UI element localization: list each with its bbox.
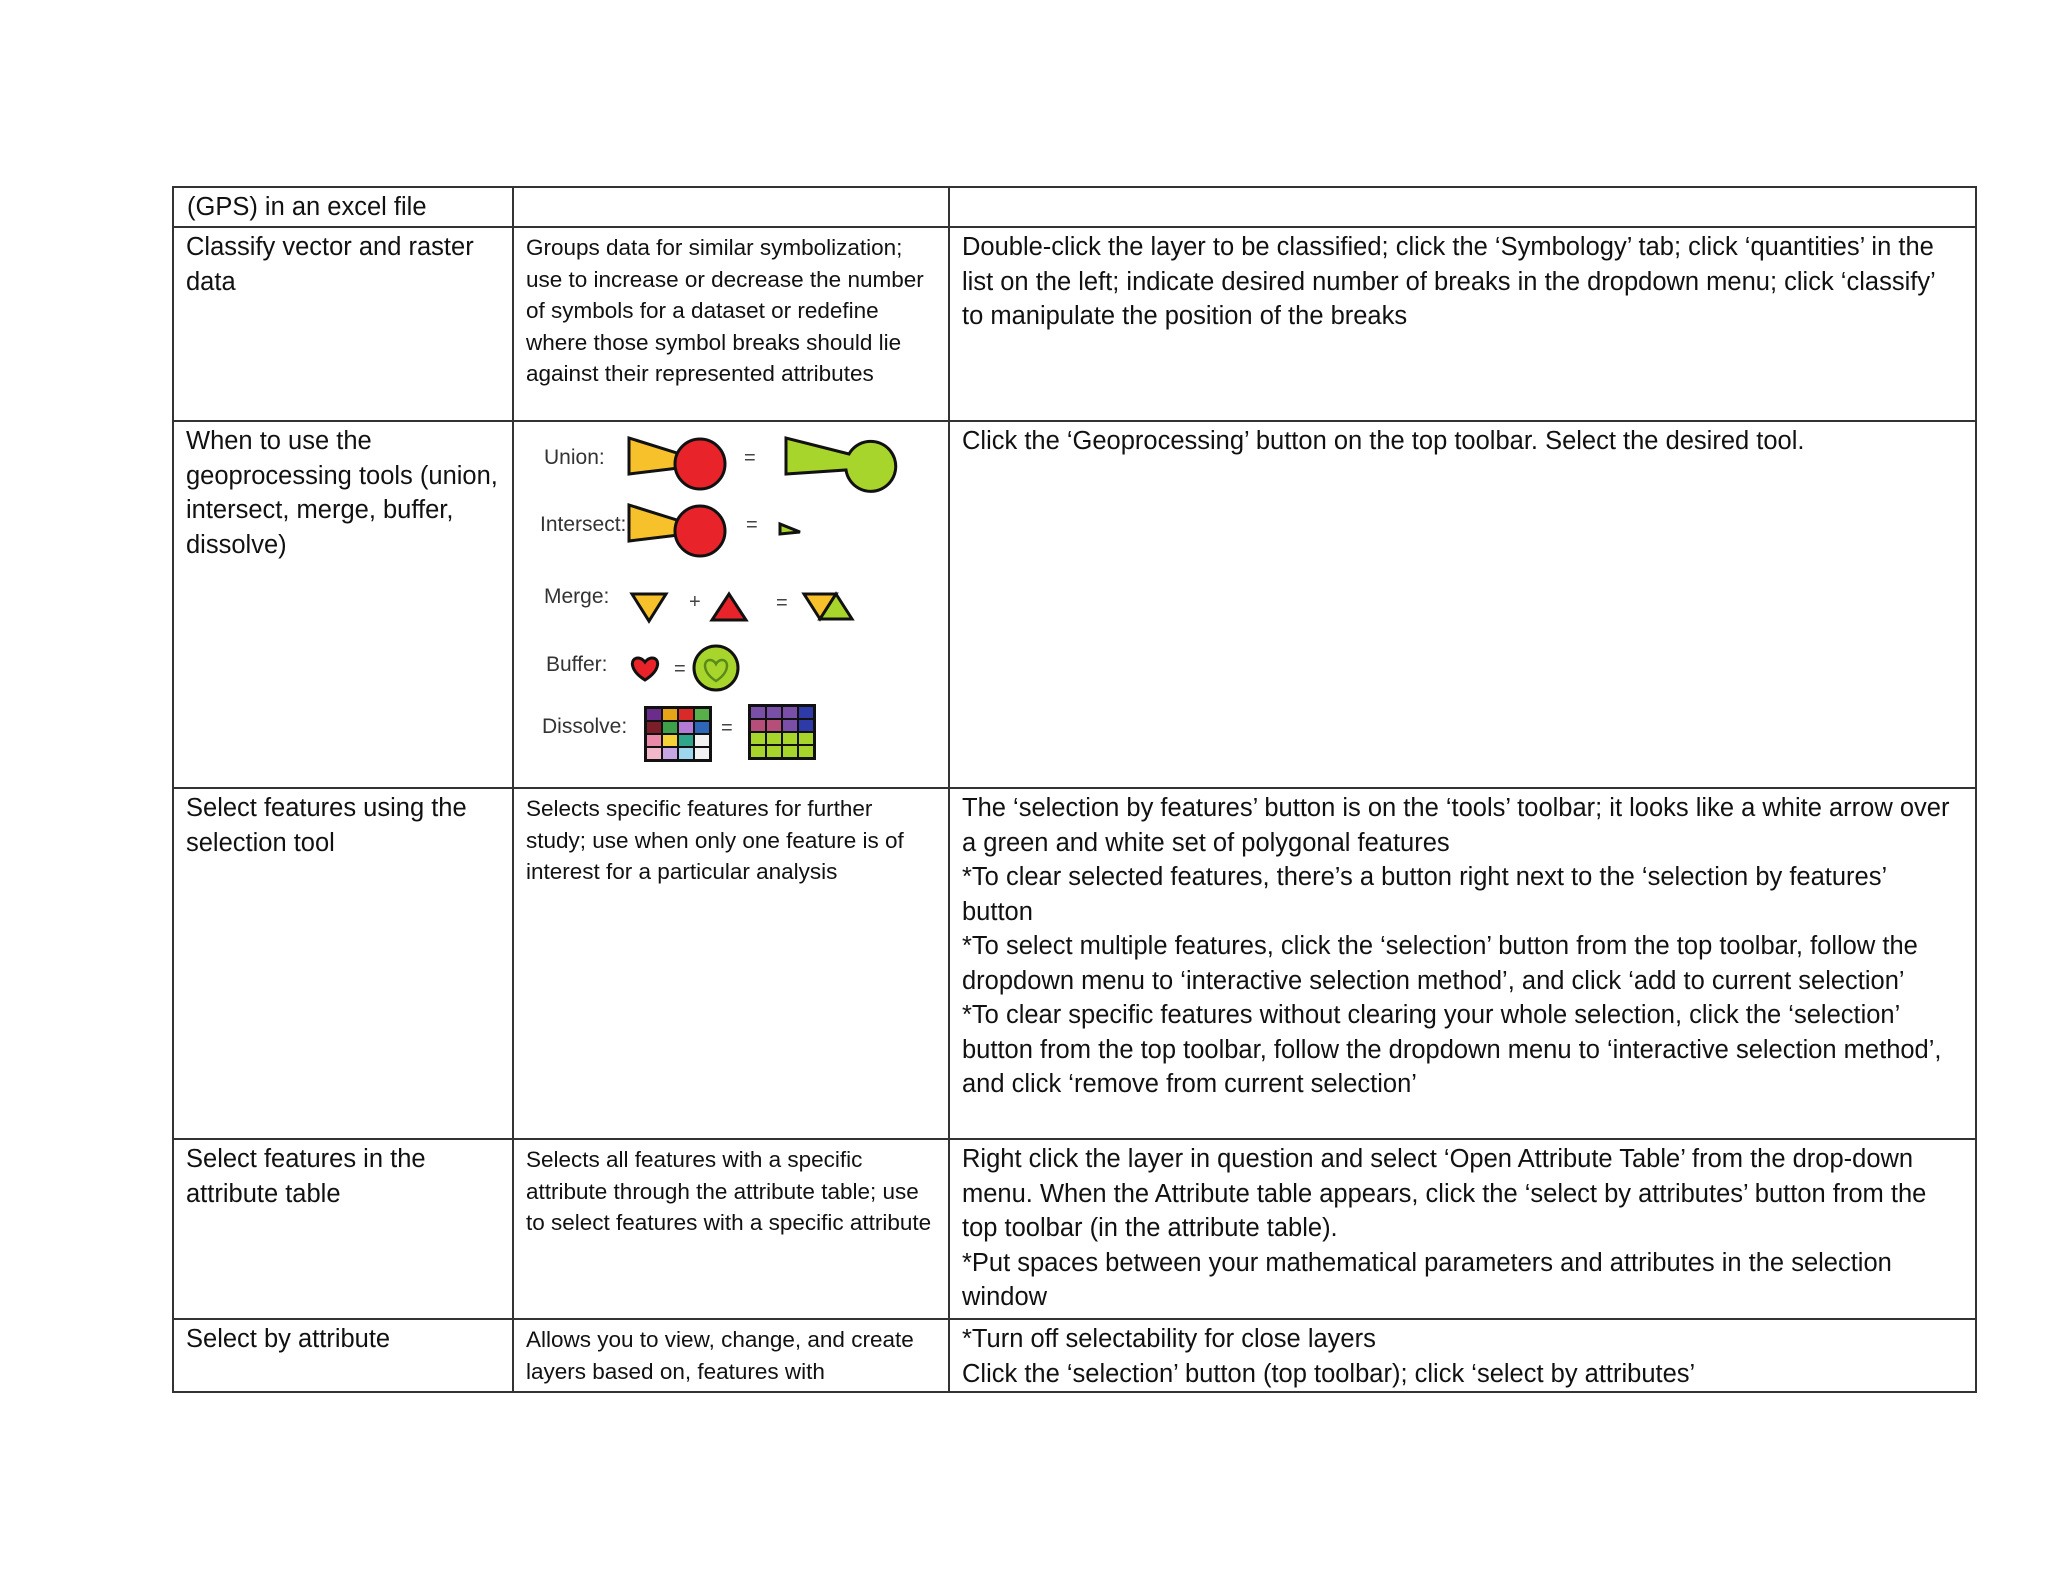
grid-cell — [679, 709, 693, 720]
grid-cell — [799, 746, 813, 757]
skill-cell: (GPS) in an excel file — [173, 187, 513, 227]
step-text: The ‘selection by features’ button is on the ‘tools’ toolbar; it looks like a white arrow over a green and white set of polygonal features — [962, 794, 1950, 857]
grid-cell — [695, 722, 709, 733]
steps-cell — [949, 1319, 1976, 1392]
grid-cell — [751, 720, 765, 731]
grid-cell — [799, 733, 813, 744]
grid-cell — [679, 748, 693, 759]
buffer-result-icon — [694, 646, 738, 690]
intersect-label: Intersect: — [540, 513, 627, 536]
equals-sign: = — [746, 514, 758, 536]
grid-cell — [663, 748, 677, 759]
description-cell: Allows you to view, change, and create layers based on, features with — [513, 1319, 949, 1392]
grid-cell — [679, 735, 693, 746]
union-merged-shape — [786, 438, 896, 491]
grid-cell — [695, 735, 709, 746]
table-row — [173, 421, 1976, 788]
step-text: Double-click the layer to be classified; click the ‘Symbology’ tab; click ‘quantities’ in the list on the left; indicate desired number of breaks in the dropdown menu; click ‘classify’ to manipulate the position of the breaks — [962, 233, 1935, 330]
buffer-label: Buffer: — [546, 653, 608, 676]
grid-cell — [679, 722, 693, 733]
green-buffer-circle — [694, 646, 738, 690]
intersect-result-icon — [780, 524, 800, 534]
grid-cell — [695, 709, 709, 720]
steps-cell — [949, 1139, 1976, 1319]
step-text: Click the ‘selection’ button (top toolbar); click ‘select by attributes’ — [962, 1359, 1696, 1388]
grid-cell — [767, 733, 781, 744]
grid-cell — [695, 748, 709, 759]
grid-cell — [751, 746, 765, 757]
grid-cell — [647, 735, 661, 746]
step-text: *Turn off selectability for close layers — [962, 1325, 1376, 1353]
grid-cell — [783, 746, 797, 757]
steps-cell — [949, 187, 1976, 227]
geoprocessing-skills-table — [172, 186, 1977, 1393]
yellow-down-triangle-icon — [632, 594, 666, 621]
merge-label: Merge: — [544, 585, 610, 608]
equals-sign: = — [744, 447, 756, 469]
grid-cell — [663, 709, 677, 720]
skill-cell: Classify vector and raster data — [173, 227, 513, 421]
steps-cell — [949, 421, 1976, 788]
dissolve-result-grid-icon — [748, 704, 816, 760]
step-text: *To clear selected features, there’s a button right next to the ‘selection by features’ button — [962, 863, 1887, 926]
table-row — [173, 187, 1976, 227]
equals-sign: = — [721, 717, 733, 739]
description-cell: Groups data for similar symbolization; use to increase or decrease the number of symbols for a dataset or redefine where those symbol breaks should lie against their represented attributes — [513, 227, 949, 421]
grid-cell — [751, 733, 765, 744]
equals-sign: = — [674, 658, 686, 680]
description-cell: Selects specific features for further study; use when only one feature is of interest for a particular analysis — [513, 788, 949, 1139]
skill-cell: Select features using the selection tool — [173, 788, 513, 1139]
step-text: Click the ‘Geoprocessing’ button on the top toolbar. Select the desired tool. — [962, 427, 1805, 455]
skill-cell: When to use the geoprocessing tools (union, intersect, merge, buffer, dissolve) — [173, 421, 513, 788]
grid-cell — [663, 722, 677, 733]
grid-cell — [647, 748, 661, 759]
grid-cell — [799, 720, 813, 731]
red-circle-shape — [675, 506, 725, 556]
skill-cell: Select features in the attribute table — [173, 1139, 513, 1319]
grid-cell — [783, 720, 797, 731]
table-row — [173, 788, 1976, 1139]
union-result-icon — [786, 438, 896, 491]
step-text: *To clear specific features without clearing your whole selection, click the ‘selection’ button from the top toolbar, follow the dropdown menu to ‘interactive selection method’, and click ‘remove from current selection’ — [962, 1001, 1942, 1098]
union-label: Union: — [544, 446, 605, 469]
grid-cell — [647, 709, 661, 720]
grid-cell — [767, 746, 781, 757]
skill-cell: Select by attribute — [173, 1319, 513, 1392]
red-circle-shape — [675, 439, 725, 489]
steps-cell — [949, 788, 1976, 1139]
geoprocessing-diagram — [514, 422, 949, 787]
plus-sign: + — [689, 591, 701, 613]
grid-cell — [767, 707, 781, 718]
description-cell: Selects all features with a specific attribute through the attribute table; use to select features with a specific attribute — [513, 1139, 949, 1319]
grid-cell — [783, 733, 797, 744]
table-row — [173, 1319, 1976, 1392]
step-text: *Put spaces between your mathematical parameters and attributes in the selection window — [962, 1248, 1892, 1311]
grid-cell — [767, 720, 781, 731]
grid-cell — [751, 707, 765, 718]
grid-cell — [663, 735, 677, 746]
table-row — [173, 1139, 1976, 1319]
union-input-icon — [629, 438, 725, 489]
red-up-triangle-icon — [712, 594, 746, 620]
grid-cell — [783, 707, 797, 718]
geoprocessing-diagram-cell — [513, 421, 949, 788]
description-cell — [513, 187, 949, 227]
step-text: *To select multiple features, click the ‘selection’ button from the top toolbar, follow the dropdown menu to ‘interactive selection method’, and click ‘add to current selection’ — [962, 932, 1918, 995]
red-heart-icon — [632, 658, 657, 680]
dissolve-input-grid-icon — [644, 706, 712, 762]
grid-cell — [799, 707, 813, 718]
steps-cell — [949, 227, 1976, 421]
merge-result-icon — [804, 594, 852, 619]
table-row — [173, 227, 1976, 421]
grid-cell — [647, 722, 661, 733]
equals-sign: = — [776, 592, 788, 614]
intersect-input-icon — [629, 505, 725, 556]
dissolve-label: Dissolve: — [542, 715, 628, 738]
step-text: Right click the layer in question and select ‘Open Attribute Table’ from the drop-down menu. When the Attribute table appears, click the ‘select by attributes’ button from the top toolbar (in the attribute table). — [962, 1145, 1927, 1242]
